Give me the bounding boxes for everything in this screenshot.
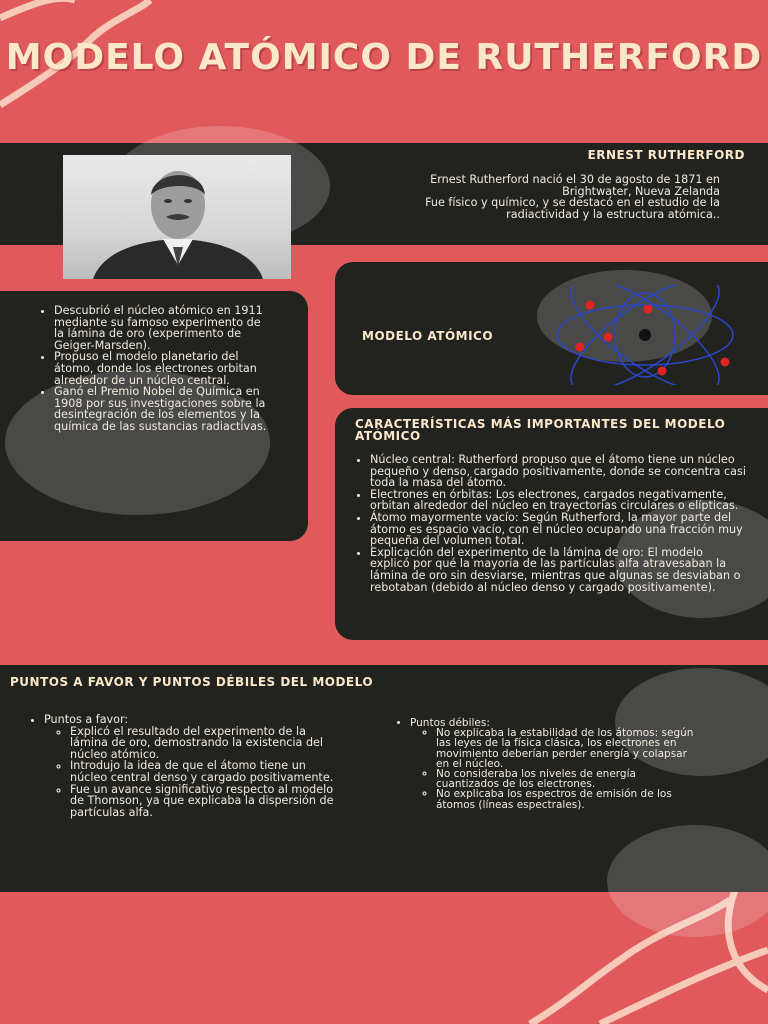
list-item: ◦ No explicaba la estabilidad de los átomos: según las leyes de la física clásica, los electrones en movimiento deberían perder energía y colapsar en el núcleo. [436,728,701,769]
bio-heading: ERNEST RUTHERFORD [587,148,745,162]
characteristics-heading: CARACTERÍSTICAS MÁS IMPORTANTES DEL MODELO ATÓMICO [355,417,726,443]
cons-label [410,718,722,810]
cons-list [392,718,722,810]
list-item: ◦ Introdujo la idea de que el átomo tiene un núcleo central denso y cargado positivamente. [70,760,340,783]
portrait-illustration [63,155,291,279]
achievements-list-container [36,305,268,433]
bio-line-2: Fue físico y químico, y se destacó en el estudio de la radiactividad y la estructura atómica.. [425,196,720,221]
pros-cons-heading: PUNTOS A FAVOR Y PUNTOS DÉBILES DEL MODELO [10,675,374,689]
bio-text [415,174,720,220]
decor-circle [607,825,768,937]
pros-label [44,714,356,818]
atom-icon [550,285,740,385]
characteristics-list [352,454,746,593]
cons-column [392,718,722,810]
pros-list [26,714,356,818]
page-title: MODELO ATÓMICO DE RUTHERFORD [5,37,763,78]
model-label: MODELO ATÓMICO [362,329,494,343]
list-item: • Electrones en órbitas: Los electrones, cargados negativamente, orbitan alrededor del núcleo en trayectorias circulares o elípticas. [370,489,746,512]
list-item: • Núcleo central: Rutherford propuso que el átomo tiene un núcleo pequeño y denso, cargado positivamente, donde se concentra casi toda la masa del átomo. [370,454,746,489]
list-item: • Descubrió el núcleo atómico en 1911 mediante su famoso experimento de la lámina de oro (experimento de Geiger-Marsden). [54,305,268,351]
list-item: ◦ No explicaba los espectros de emisión de los átomos (líneas espectrales). [436,789,701,809]
achievements-list [36,305,268,433]
list-item: • Átomo mayormente vacío: Según Rutherford, la mayor parte del átomo es espacio vacío, con el núcleo ocupando una fracción muy pequeña del volumen total. [370,512,746,547]
bio-line-1: Ernest Rutherford nació el 30 de agosto de 1871 en Brightwater, Nueva Zelanda [430,173,720,198]
list-item: • Ganó el Premio Nobel de Química en 1908 por sus investigaciones sobre la desintegración de los elementos y la química de las sustancias radiactivas. [54,386,268,432]
list-item: • Propuso el modelo planetario del átomo, donde los electrones orbitan alrededor de un núcleo central. [54,351,268,386]
pros-column [26,714,356,818]
list-item: • Explicación del experimento de la lámina de oro: El modelo explicó por qué la mayoría de las partículas alfa atravesaban la lámina de oro sin desviarse, mientras que algunas se desviaban o rebotaban (debido al núcleo denso y cargado positivamente). [370,547,746,593]
list-item: ◦ Explicó el resultado del experimento de la lámina de oro, demostrando la existencia del núcleo atómico. [70,726,340,761]
cons-sublist [410,728,701,810]
portrait-photo [63,155,291,279]
pros-label-text: Puntos a favor: [44,713,129,726]
list-item: ◦ No consideraba los niveles de energía cuantizados de los electrones. [436,769,701,789]
characteristics-list-container [352,454,746,593]
list-item: ◦ Fue un avance significativo respecto al modelo de Thomson, ya que explicaba la dispersión de partículas alfa. [70,784,340,819]
pros-sublist [44,726,340,819]
cons-label-text: Puntos débiles: [410,717,490,729]
